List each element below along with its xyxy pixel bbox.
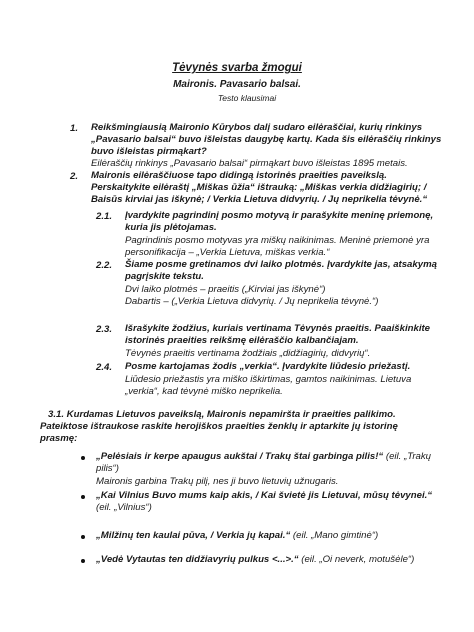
bullet-answer: Maironis garbina Trakų pilį, nes ji buvo lietuvių užnugaris. xyxy=(96,476,339,487)
q2-2-number: 2.2. xyxy=(96,260,113,271)
bullet-ref: (eil. „Oi neverk, motušėle“) xyxy=(298,554,415,565)
q2-3-number: 2.3. xyxy=(96,324,113,335)
q2-2-answer-line: Dabartis – („Verkia Lietuva didvyrių. / Jų neprikelia tėvynė.“) xyxy=(125,296,379,307)
q2-1-number: 2.1. xyxy=(96,211,113,222)
q1-answer: Eilėraščių rinkinys „Pavasario balsai“ pirmąkart buvo išleistas 1895 metais. xyxy=(91,158,408,169)
q2-question-line: Maironis eilėraščiuose tapo didingą istorinės praeities paveikslą. xyxy=(91,170,387,181)
q2-2-answer-line: Dvi laiko plotmės – praeitis („Kirviai jas iškynė“) xyxy=(125,284,326,295)
bullet-quote: „Milžinų ten kaulai pūva, / Verkia jų kapai.“ xyxy=(96,530,291,541)
q2-4-answer-line: Liūdesio priežastis yra miško iškirtimas, gamtos naikinimas. Lietuva xyxy=(125,374,412,385)
q2-1-answer-line: personifikacija – „Verkia Lietuva, miškas verkia.“ xyxy=(125,247,330,258)
bullet-ref: (eil. „Mano gimtinė“) xyxy=(290,530,379,541)
bullet-marker xyxy=(81,495,85,499)
q2-number: 2. xyxy=(70,171,79,182)
q2-1-question-line: kuria jis plėtojamas. xyxy=(125,222,217,233)
bullet-item-trakai xyxy=(96,451,431,463)
bullet-ref: (eil. „Vilnius“) xyxy=(96,502,152,513)
q2-4-answer-line: „verkia“, kad tėvynė miško neprikelia. xyxy=(125,386,283,397)
page-subtitle: Maironis. Pavasario balsai. xyxy=(173,79,301,90)
bullet-marker xyxy=(81,535,85,539)
bullet-item-gimtine xyxy=(96,530,378,542)
q3-1-intro-line: 3.1. Kurdamas Lietuvos paveikslą, Maironis nepamiršta ir praeities palikimo. xyxy=(48,409,396,420)
q2-3-question-line: istorinės praeities reikšmę eilėraščio kalbančiajam. xyxy=(125,335,359,346)
q2-question-line: Baisūs kirviai jas iškynė; / Verkia Lietuva didvyrių. / Jų neprikelia tėvynė.“ xyxy=(91,194,428,205)
q1-question-line: Reikšmingiausią Maironio Kūrybos dalį sudaro eilėraščiai, kurių rinkinys xyxy=(91,122,423,133)
page-title: Tėvynės svarba žmogui xyxy=(172,62,302,74)
q2-4-question: Posme kartojamas žodis „verkia“. Įvardykite liūdesio priežastį. xyxy=(125,361,411,372)
bullet-ref: (eil. „Trakų xyxy=(383,451,432,462)
bullet-quote: „Vedė Vytautas ten didžiavyrių pulkus <...>.“ xyxy=(96,554,299,565)
q1-question-line: „Pavasario balsai“ buvo išleistas daugybę kartų. Kada šis eilėraščių rinkinys xyxy=(91,134,442,145)
bullet-quote: „Pelėsiais ir kerpe apaugus aukštai / Trakų štai garbinga pilis!“ xyxy=(96,451,384,462)
q2-1-question-line: Įvardykite pagrindinį posmo motyvą ir parašykite meninę priemonę, xyxy=(125,210,434,221)
q2-1-answer-line: Pagrindinis posmo motyvas yra miškų naikinimas. Meninė priemonė yra xyxy=(125,235,430,246)
bullet-ref-cont: pilis“) xyxy=(96,463,119,474)
q2-2-question-line: Šiame posme gretinamos dvi laiko plotmės. Įvardykite jas, atsakymą xyxy=(125,259,437,270)
q2-question-line: Perskaitykite eilėraštį „Miškas ūžia“ ištrauką: „Miškas verkia didžiagirių; / xyxy=(91,182,427,193)
bullet-item-vilnius: „Kai Vilnius Buvo mums kaip akis, / Kai švietė jis Lietuvai, mūsų tėvynei.“ xyxy=(96,490,433,501)
bullet-item-vytautas xyxy=(96,554,414,566)
q2-3-question-line: Išrašykite žodžius, kuriais vertinama Tėvynės praeitis. Paaiškinkite xyxy=(125,323,431,334)
q3-1-intro-line: Pateiktose ištraukose raskite herojiškos praeities ženklų ir aptarkite jų istorinę xyxy=(40,421,398,432)
q1-number: 1. xyxy=(70,123,79,134)
bullet-marker xyxy=(81,456,85,460)
q2-3-answer: Tėvynės praeitis vertinama žodžiais „didžiagirių, didvyrių“. xyxy=(125,348,371,359)
q1-question-line: buvo išleistas pirmąkart? xyxy=(91,146,207,157)
q2-4-number: 2.4. xyxy=(96,362,113,373)
q3-1-intro-line: prasmę: xyxy=(40,433,78,444)
page-subsubtitle: Testo klausimai xyxy=(217,93,277,103)
bullet-marker xyxy=(81,559,85,563)
q2-2-question-line: pagrįskite tekstu. xyxy=(125,271,204,282)
